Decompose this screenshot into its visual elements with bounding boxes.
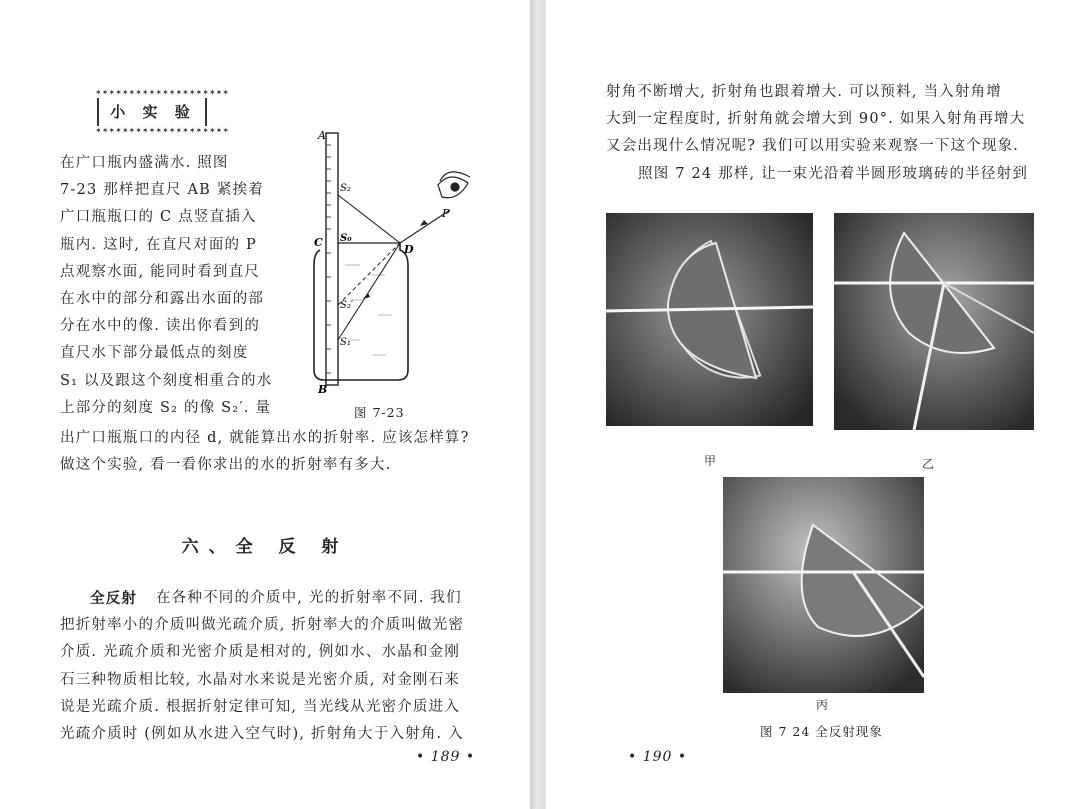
- banner-title: 小 实 验: [110, 103, 196, 121]
- banner-border-bottom: ✶✶✶✶✶✶✶✶✶✶✶✶✶✶✶✶✶✶✶✶: [95, 126, 230, 135]
- text-line: 分在水中的像. 读出你看到的: [60, 318, 261, 335]
- label-s2-prime: S₂′: [340, 300, 354, 311]
- page-number-right: • 190 •: [628, 749, 688, 765]
- text-line: 直尺水下部分最低点的刻度: [60, 345, 249, 362]
- text-line: 做这个实验, 看一看你求出的水的折射率有多大.: [60, 457, 392, 474]
- label-p: P: [442, 207, 450, 220]
- ruler-ab: [326, 133, 338, 385]
- label-s1: S₁: [340, 337, 351, 348]
- text-line: 上部分的刻度 S₂ 的像 S₂′. 量: [60, 399, 272, 416]
- text-line: 瓶内. 这时, 在直尺对面的 P: [60, 236, 258, 253]
- text-line: 点观察水面, 能同时看到直尺: [60, 263, 261, 280]
- text-line: 照图 7 24 那样, 让一束光沿着半圆形玻璃砖的半径射到: [638, 165, 1029, 182]
- label-b: B: [318, 383, 328, 396]
- text-line: 7-23 那样把直尺 AB 紧挨着: [60, 182, 264, 199]
- text-line: 说是光疏介质. 根据折射定律可知, 当光线从光密介质进入: [60, 698, 461, 715]
- text-line: 在各种不同的介质中, 光的折射率不同. 我们: [156, 590, 462, 606]
- section-head-term: 全反射: [90, 590, 138, 607]
- text-line: 广口瓶瓶口的 C 点竖直插入: [60, 209, 257, 226]
- text-line: 在广口瓶内盛满水. 照图: [60, 155, 229, 171]
- figure-7-23-diagram: [300, 125, 480, 400]
- page-number-left: • 189 •: [416, 749, 476, 765]
- photo-label-jia: 甲: [704, 454, 717, 468]
- photo-bing: [723, 477, 924, 693]
- label-c: C: [314, 236, 323, 249]
- left-page: [0, 0, 530, 809]
- book-gutter: [530, 0, 546, 809]
- text-line: 大到一定程度时, 折射角就会增大到 90°. 如果入射角再增大: [606, 111, 1026, 128]
- photo-yi: [834, 213, 1034, 430]
- text-line: S₁ 以及跟这个刻度相重合的水: [60, 372, 273, 389]
- label-s0: S₀: [340, 233, 352, 244]
- text-line: 介质. 光疏介质和光密介质是相对的, 例如水、水晶和金刚: [60, 644, 461, 661]
- text-line: 又会出现什么情况呢? 我们可以用实验来观察一下这个现象.: [606, 138, 1020, 155]
- text-line: 光疏介质时 (例如从水进入空气时), 折射角大于入射角. 入: [60, 726, 464, 742]
- photo-jia: [606, 213, 813, 426]
- section-title: 六、全 反 射: [181, 537, 349, 557]
- banner-border-top: ✶✶✶✶✶✶✶✶✶✶✶✶✶✶✶✶✶✶✶✶: [95, 88, 230, 97]
- small-experiment-banner: [95, 88, 230, 136]
- label-d: D: [404, 243, 414, 256]
- label-s2: S₂: [340, 183, 351, 194]
- text-line: 出广口瓶瓶口的内径 d, 就能算出水的折射率. 应该怎样算?: [60, 430, 470, 446]
- label-a: A: [318, 129, 326, 142]
- wide-mouth-jar: [314, 242, 408, 380]
- eye-icon: [438, 172, 470, 198]
- right-page: [546, 0, 1080, 809]
- text-line: 射角不断增大, 折射角也跟着增大. 可以预料, 当入射角增: [606, 84, 1002, 100]
- photo-label-bing: 丙: [816, 698, 829, 712]
- refracted-ray: [338, 243, 400, 340]
- text-line: 在水中的部分和露出水面的部: [60, 291, 265, 307]
- figure-7-24-caption: 图 7 24 全反射现象: [760, 724, 883, 739]
- figure-7-23-caption: 图 7-23: [354, 405, 405, 420]
- text-line: 石三种物质相比较, 水晶对水来说是光密介质, 对金刚石来: [60, 671, 461, 688]
- text-line: 把折射率小的介质叫做光疏介质, 折射率大的介质叫做光密: [60, 617, 465, 634]
- photo-label-yi: 乙: [922, 457, 935, 471]
